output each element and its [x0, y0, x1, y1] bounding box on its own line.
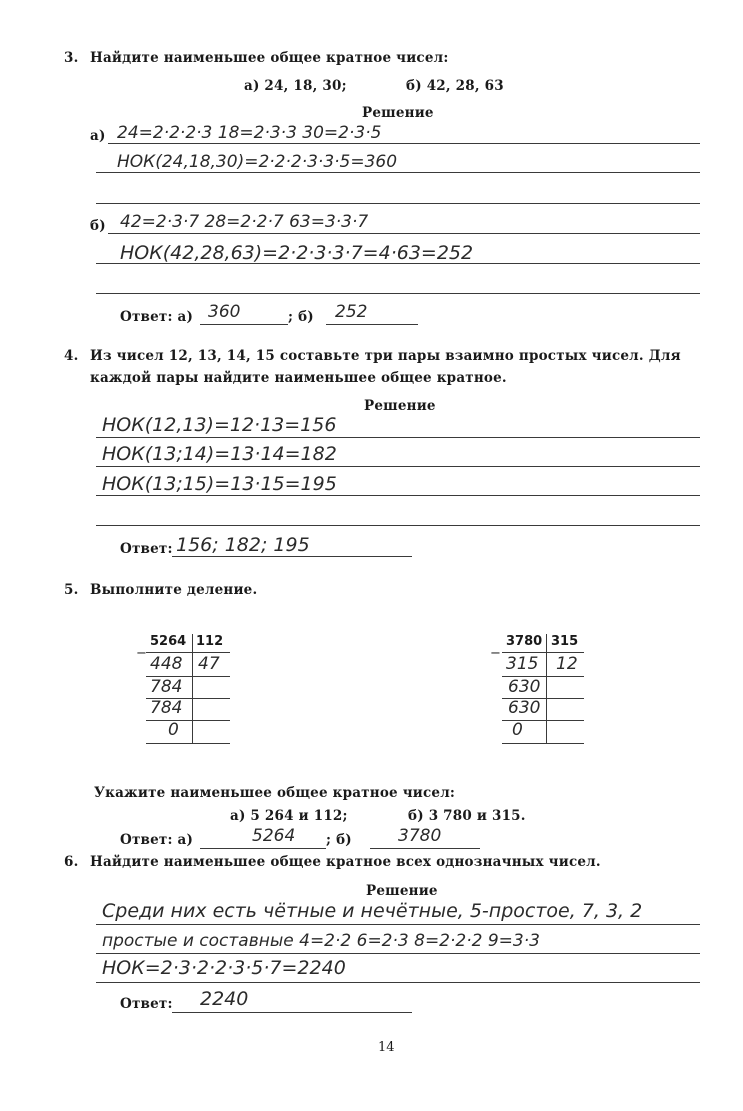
- writing-line: [96, 953, 700, 954]
- div2-divisor: 315: [551, 634, 579, 649]
- problem-5-answer-sep: ; б): [326, 832, 352, 848]
- problem-3-line-b1: 42=2·3·7 28=2·2·7 63=3·3·7: [120, 212, 369, 232]
- problem-5-options-b: б) 3 780 и 315.: [408, 808, 526, 824]
- writing-line: [96, 293, 700, 294]
- div1-divisor: 112: [196, 634, 224, 649]
- problem-3-answer-label: Ответ: а): [120, 309, 194, 325]
- problem-3-label-a: а): [90, 128, 106, 144]
- problem-6-line2: простые и составные 4=2·2 6=2·3 8=2·2·2 9=3·3: [102, 931, 540, 951]
- division-bar: [192, 634, 193, 744]
- problem-4-text-line2: каждой пары найдите наименьшее общее кратное.: [90, 370, 507, 386]
- problem-6-line3: НОК=2·3·2·2·3·5·7=2240: [102, 957, 346, 979]
- writing-line: [96, 466, 700, 467]
- problem-6-line1: Среди них есть чётные и нечётные, 5-простое, 7, 3, 2: [102, 900, 643, 922]
- problem-4-answer: 156; 182; 195: [176, 534, 310, 556]
- problem-5-answer-label: Ответ: а): [120, 832, 194, 848]
- writing-line: [108, 143, 700, 144]
- page-number: 14: [378, 1040, 395, 1055]
- problem-4-line2: НОК(13;14)=13·14=182: [102, 443, 337, 465]
- problem-5-answer-a: 5264: [252, 826, 296, 846]
- div2-minus-sign: −: [490, 646, 501, 661]
- div1-remainder-2: 0: [168, 720, 179, 740]
- writing-line: [96, 924, 700, 925]
- problem-6-answer: 2240: [200, 988, 249, 1010]
- div2-quotient: 12: [556, 654, 578, 674]
- problem-3-line-a1: 24=2·2·2·3 18=2·3·3 30=2·3·5: [117, 123, 382, 143]
- problem-3-text: Найдите наименьшее общее кратное чисел:: [90, 50, 449, 66]
- problem-4-line3: НОК(13;15)=13·15=195: [102, 473, 337, 495]
- div1-remainder-1: 784: [150, 677, 183, 697]
- problem-3-answer-b: 252: [335, 302, 368, 322]
- writing-line: [96, 982, 700, 983]
- writing-line: [108, 233, 700, 234]
- division-line: [146, 743, 230, 744]
- problem-3-line-b2: НОК(42,28,63)=2·2·3·3·7=4·63=252: [120, 242, 474, 264]
- answer-line: [326, 324, 418, 325]
- div2-subtrahend-2: 630: [508, 698, 541, 718]
- div1-minus-sign: −: [136, 646, 147, 661]
- div1-dividend: 5264: [150, 634, 187, 649]
- div1-subtrahend-2: 784: [150, 698, 183, 718]
- answer-line: [172, 556, 412, 557]
- div1-quotient: 47: [198, 654, 220, 674]
- problem-5-text: Выполните деление.: [90, 582, 258, 598]
- problem-6-solution-title: Решение: [366, 883, 438, 899]
- division-line: [146, 720, 230, 721]
- answer-line: [200, 324, 288, 325]
- problem-6-answer-label: Ответ:: [120, 996, 173, 1012]
- problem-4-solution-title: Решение: [364, 398, 436, 414]
- division-line: [502, 652, 584, 653]
- problem-5-number: 5.: [64, 582, 79, 598]
- div2-subtrahend-1: 315: [506, 654, 539, 674]
- writing-line: [96, 437, 700, 438]
- problem-3-label-b: б): [90, 218, 106, 234]
- problem-5-options-a: а) 5 264 и 112;: [230, 808, 348, 824]
- writing-line: [96, 203, 700, 204]
- problem-3-number: 3.: [64, 50, 79, 66]
- division-line: [502, 743, 584, 744]
- problem-3-answer-a: 360: [208, 302, 241, 322]
- writing-line: [96, 172, 700, 173]
- div2-dividend: 3780: [506, 634, 543, 649]
- problem-3-solution-title: Решение: [362, 105, 434, 121]
- answer-line: [370, 848, 480, 849]
- problem-3-options-a: а) 24, 18, 30;: [244, 78, 347, 94]
- problem-3-line-a2: НОК(24,18,30)=2·2·2·3·3·5=360: [117, 152, 398, 172]
- answer-line: [200, 848, 326, 849]
- problem-6-text: Найдите наименьшее общее кратное всех однозначных чисел.: [90, 854, 601, 870]
- problem-4-number: 4.: [64, 348, 79, 364]
- writing-line: [96, 525, 700, 526]
- problem-4-answer-label: Ответ:: [120, 541, 173, 557]
- writing-line: [96, 263, 700, 264]
- division-bar: [546, 634, 547, 744]
- problem-4-line1: НОК(12,13)=12·13=156: [102, 414, 337, 436]
- problem-6-number: 6.: [64, 854, 79, 870]
- problem-3-answer-sep: ; б): [288, 309, 314, 325]
- problem-3-options-b: б) 42, 28, 63: [406, 78, 504, 94]
- problem-5-answer-b: 3780: [398, 826, 442, 846]
- division-line: [146, 652, 230, 653]
- problem-5-task: Укажите наименьшее общее кратное чисел:: [94, 785, 456, 801]
- div2-remainder-2: 0: [512, 720, 523, 740]
- div1-subtrahend-1: 448: [150, 654, 183, 674]
- answer-line: [172, 1012, 412, 1013]
- problem-4-text-line1: Из чисел 12, 13, 14, 15 составьте три пары взаимно простых чисел. Для: [90, 348, 681, 364]
- div2-remainder-1: 630: [508, 677, 541, 697]
- writing-line: [96, 495, 700, 496]
